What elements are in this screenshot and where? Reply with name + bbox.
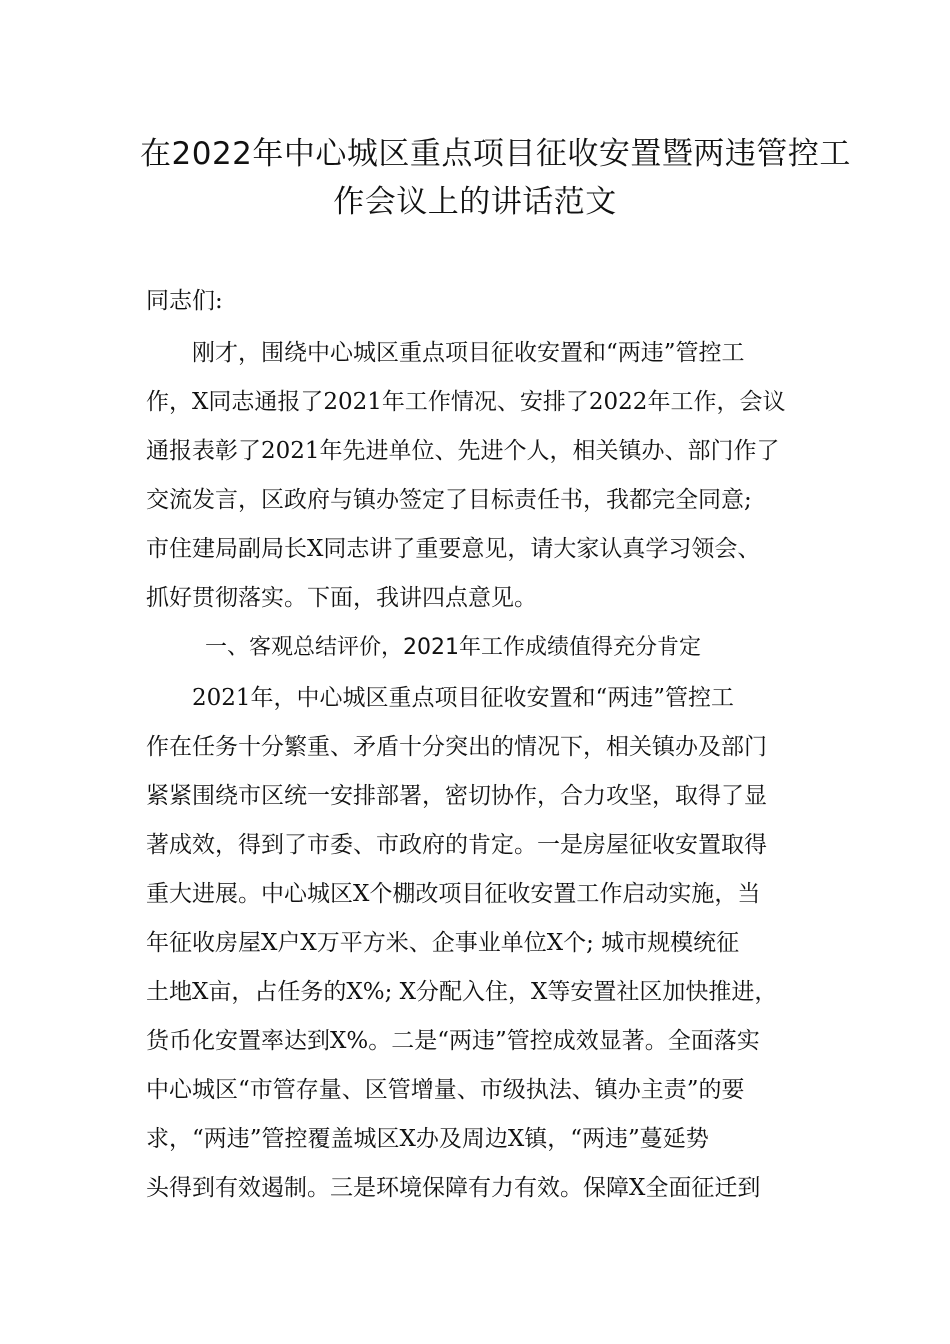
section-1-line-6: 年征收房屋X户X万平方米、企事业单位X个; 城市规模统征 [146, 930, 740, 956]
paragraph-1-line-4: 交流发言，区政府与镇办签定了目标责任书，我都完全同意; [146, 487, 752, 513]
section-1-line-7: 土地X亩，占任务的X%; X分配入住，X等安置社区加快推进， [146, 979, 778, 1005]
paragraph-1-line-3: 通报表彰了2021年先进单位、先进个人，相关镇办、部门作了 [146, 438, 780, 464]
document-title [140, 130, 851, 226]
section-1-line-1: 2021年，中心城区重点项目征收安置和“两违”管控工 [146, 685, 735, 711]
salutation: 同志们: [146, 288, 223, 314]
section-1-line-11: 头得到有效遏制。三是环境保障有力有效。保障X全面征迁到 [146, 1175, 761, 1201]
section-1-line-10: 求，“两违”管控覆盖城区X办及周边X镇，“两违”蔓延势 [146, 1126, 709, 1152]
paragraph-1-line-2: 作，X同志通报了2021年工作情况、安排了2022年工作，会议 [146, 389, 786, 415]
section-1-line-8: 货币化安置率达到X%。二是“两违”管控成效显著。全面落实 [146, 1028, 760, 1054]
section-1-line-5: 重大进展。中心城区X个棚改项目征收安置工作启动实施，当 [146, 881, 761, 907]
section-1-heading: 一、客观总结评价，2021年工作成绩值得充分肯定 [205, 635, 701, 660]
section-1-line-2: 作在任务十分繁重、矛盾十分突出的情况下，相关镇办及部门 [146, 734, 767, 760]
paragraph-1-line-5: 市住建局副局长X同志讲了重要意见，请大家认真学习领会、 [146, 536, 761, 562]
title-line-2: 作会议上的讲话范文 [333, 184, 617, 220]
paragraph-1-line-6: 抓好贯彻落实。下面，我讲四点意见。 [146, 585, 537, 611]
section-1-line-4: 著成效，得到了市委、市政府的肯定。一是房屋征收安置取得 [146, 832, 767, 858]
title-line-1: 在2022年中心城区重点项目征收安置暨两违管控工 [140, 136, 851, 172]
section-1-line-3: 紧紧围绕市区统一安排部署，密切协作，合力攻坚，取得了显 [146, 783, 767, 809]
section-1-line-9: 中心城区“市管存量、区管增量、市级执法、镇办主责”的要 [146, 1077, 745, 1103]
paragraph-1-line-1: 刚才，围绕中心城区重点项目征收安置和“两违”管控工 [146, 340, 745, 366]
